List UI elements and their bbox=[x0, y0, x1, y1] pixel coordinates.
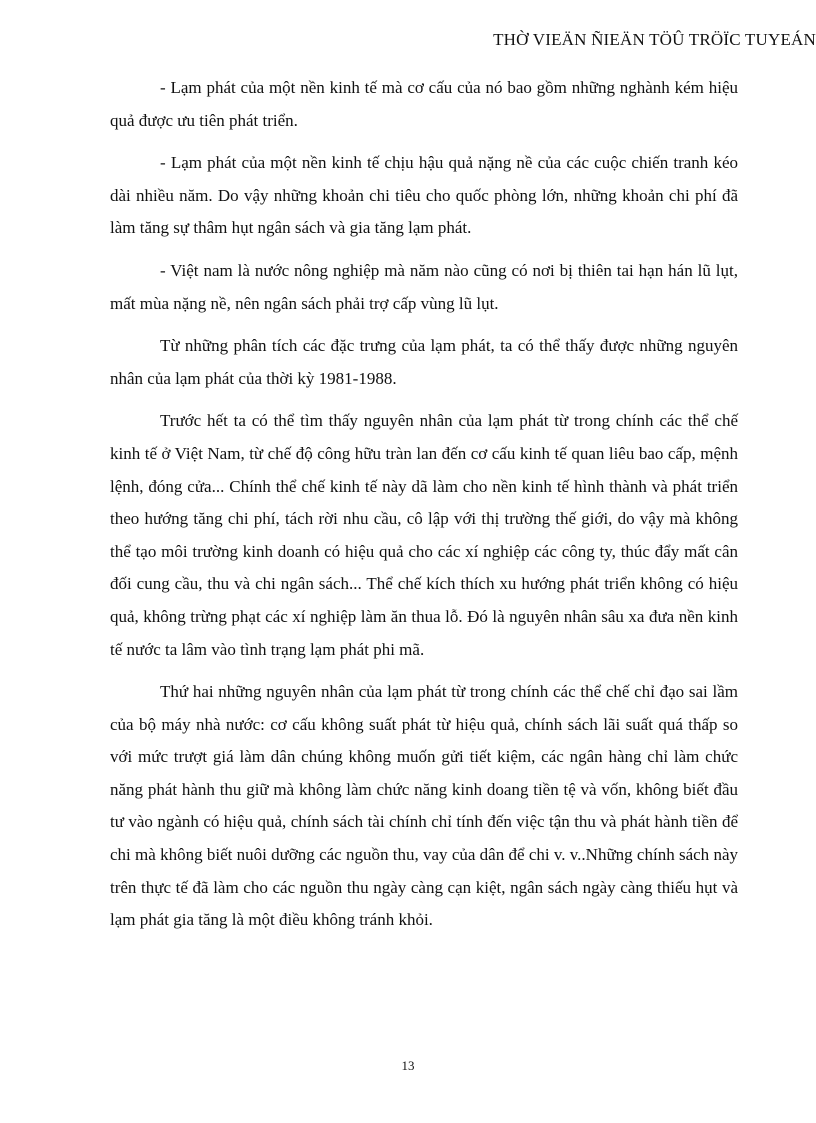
page-number: 13 bbox=[401, 1058, 415, 1073]
paragraph-bullet-war-consequences: - Lạm phát của một nền kinh tế chịu hậu quả nặng nề của các cuộc chiến tranh kéo dài nhiều năm. Do vậy những khoản chi tiêu cho quốc phòng lớn, những khoản chi phí đã làm tăng sự thâm hụt ngân sách và gia tăng lạm phát. bbox=[110, 153, 738, 238]
paragraph-bullet-natural-disasters: - Việt nam là nước nông nghiệp mà năm nào cũng có nơi bị thiên tai hạn hán lũ lụt, mất mùa nặng nề, nên ngân sách phải trợ cấp vùng lũ lụt. bbox=[110, 260, 738, 313]
paragraph-policy-causes: Thứ hai những nguyên nhân của lạm phát từ trong chính các thể chế chỉ đạo sai lầm của bộ máy nhà nước: cơ cấu không suất phát từ hiệu quả, chính sách lãi suất quá thấp so với mức trượt giá làm dân chúng không muốn gửi tiết kiệm, các ngân hàng chỉ làm chức năng phát hành thu giữ mà không làm chức năng kinh doang tiền tệ và vốn, không biết đầu tư vào ngành có hiệu quả, chính sách tài chính chỉ tính đến việc tận thu và phát hành tiền để chi mà không biết nuôi dưỡng các nguồn thu, vay của dân để chi v. v..Những chính sách này trên thực tế đã làm cho các nguồn thu ngày càng cạn kiệt, ngân sách ngày càng thiếu hụt và lạm phát gia tăng là một điều không tránh khỏi. bbox=[110, 682, 738, 930]
paragraph-analysis-summary: Từ những phân tích các đặc trưng của lạm phát, ta có thể thấy được những nguyên nhân của lạm phát của thời kỳ 1981-1988. bbox=[110, 336, 738, 388]
paragraph-institutional-causes: Trước hết ta có thể tìm thấy nguyên nhân của lạm phát từ trong chính các thể chế kinh tế ở Việt Nam, từ chế độ công hữu tràn lan đến cơ cấu kinh tế quan liêu bao cấp, mệnh lệnh, đóng cửa... Chính thể chế kinh tế này dã làm cho nền kinh tế hình thành và phát triển theo hướng tăng chi phí, tách rời nhu cầu, cô lập với thị trường thế giới, do vậy mà không thể tạo môi trường kinh doanh có hiệu quả cho các xí nghiệp các công ty, thúc đẩy mất cân đối cung cầu, thu và chi ngân sách... Thể chế kích thích xu hướng phát triển không có hiệu quả, không trừng phạt các xí nghiệp làm ăn thua lỗ. Đó là nguyên nhân sâu xa đưa nền kinh tế nước ta lâm vào tình trạng lạm phát phi mã. bbox=[110, 411, 738, 659]
page-header: THỜ VIEÄN ÑIEÄN TÖÛ TRÖÏC TUYEÁN bbox=[493, 30, 816, 49]
document-body bbox=[110, 72, 738, 947]
paragraph-bullet-inefficient-sectors: - Lạm phát của một nền kinh tế mà cơ cấu của nó bao gồm những nghành kém hiệu quả được ưu tiên phát triển. bbox=[110, 78, 738, 130]
